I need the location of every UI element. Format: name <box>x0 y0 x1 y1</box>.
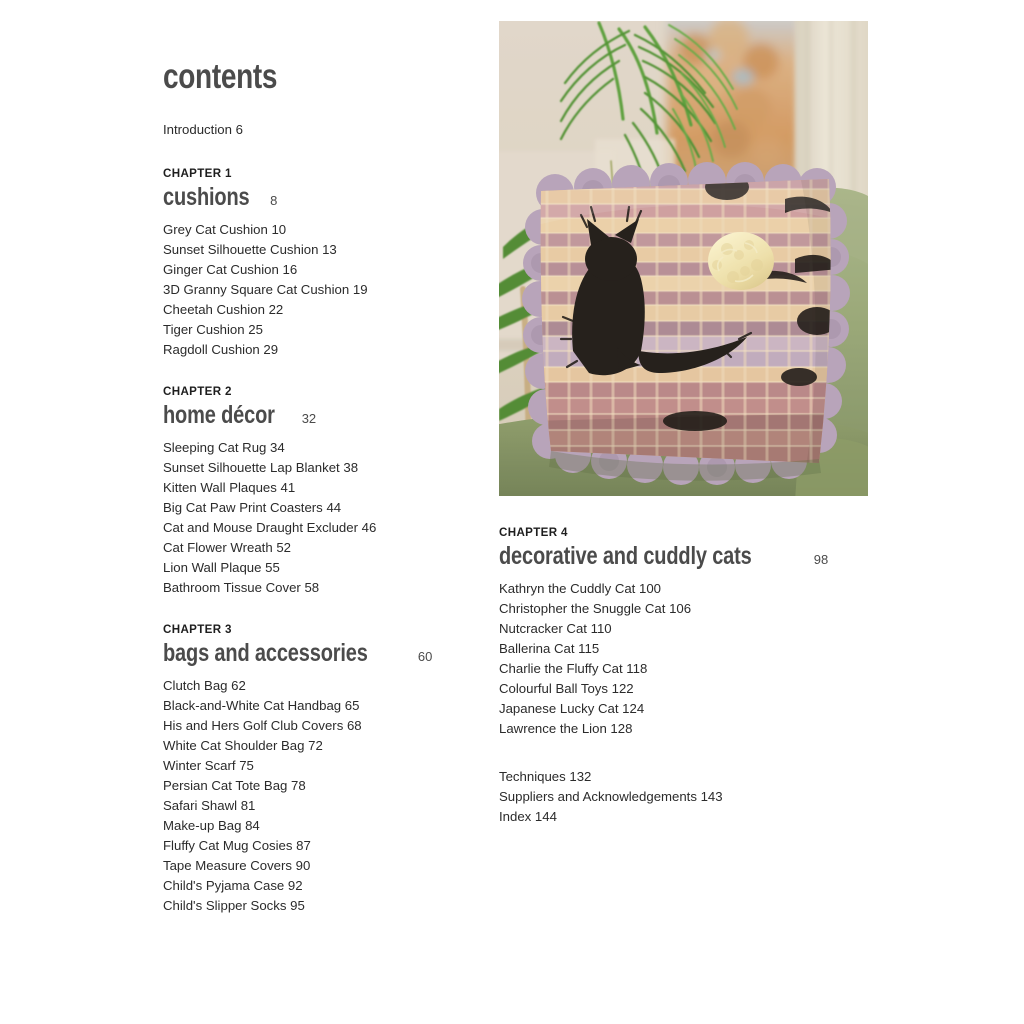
list-item: Sleeping Cat Rug 34 <box>163 440 285 455</box>
list-item: Safari Shawl 81 <box>163 798 256 813</box>
chapter-label-2: CHAPTER 2 <box>163 385 232 398</box>
list-item: Make-up Bag 84 <box>163 818 260 833</box>
list-item: Ginger Cat Cushion 16 <box>163 262 298 277</box>
list-item: Grey Cat Cushion 10 <box>163 222 287 237</box>
chapter-block-3 <box>163 622 473 916</box>
chapter-block-1 <box>163 166 473 360</box>
chapter-heading-3 <box>163 640 473 670</box>
list-item: Nutcracker Cat 110 <box>499 621 612 636</box>
list-item: Bathroom Tissue Cover 58 <box>163 580 320 595</box>
chapter-label-1: CHAPTER 1 <box>163 167 232 180</box>
chapter-page-3: 60 <box>417 649 433 664</box>
chapter-page-4: 98 <box>813 552 829 567</box>
backmatter-list <box>499 767 839 827</box>
entry-list-4 <box>499 579 839 739</box>
list-item: Suppliers and Acknowledgements 143 <box>499 789 723 804</box>
chapter-label-3: CHAPTER 3 <box>163 623 232 636</box>
list-item: Charlie the Fluffy Cat 118 <box>499 661 648 676</box>
list-item: Child's Pyjama Case 92 <box>163 878 303 893</box>
list-item: Lion Wall Plaque 55 <box>163 560 280 575</box>
list-item: His and Hers Golf Club Covers 68 <box>163 718 362 733</box>
list-item: Tape Measure Covers 90 <box>163 858 311 873</box>
chapter-page-1: 8 <box>270 193 278 208</box>
entry-list-3 <box>163 676 473 916</box>
list-item: Child's Slipper Socks 95 <box>163 898 305 913</box>
list-item: Big Cat Paw Print Coasters 44 <box>163 500 342 515</box>
chapter-heading-2 <box>163 402 473 432</box>
chapter-block-2 <box>163 384 473 598</box>
list-item: Techniques 132 <box>499 769 592 784</box>
list-item: Black-and-White Cat Handbag 65 <box>163 698 360 713</box>
chapter-label-4: CHAPTER 4 <box>499 526 568 539</box>
list-item: Cat and Mouse Draught Excluder 46 <box>163 520 377 535</box>
list-item: Sunset Silhouette Cushion 13 <box>163 242 337 257</box>
chapter-title-3: bags and accessories <box>163 639 368 667</box>
list-item: Fluffy Cat Mug Cosies 87 <box>163 838 311 853</box>
list-item: Kitten Wall Plaques 41 <box>163 480 296 495</box>
list-item: Christopher the Snuggle Cat 106 <box>499 601 692 616</box>
chapter-block-4 <box>499 525 839 739</box>
list-item: Index 144 <box>499 809 557 824</box>
entry-list-1 <box>163 220 473 360</box>
list-item: Japanese Lucky Cat 124 <box>499 701 645 716</box>
list-item: Clutch Bag 62 <box>163 678 246 693</box>
chapter-heading-4 <box>499 543 839 573</box>
cushion-photo <box>499 21 868 496</box>
list-item: Cat Flower Wreath 52 <box>163 540 292 555</box>
list-item: Lawrence the Lion 128 <box>499 721 633 736</box>
left-column <box>163 58 473 916</box>
list-item: Winter Scarf 75 <box>163 758 254 773</box>
entry-list-2 <box>163 438 473 598</box>
chapter-title-4: decorative and cuddly cats <box>499 542 752 570</box>
list-item: White Cat Shoulder Bag 72 <box>163 738 323 753</box>
list-item: Sunset Silhouette Lap Blanket 38 <box>163 460 359 475</box>
list-item: Colourful Ball Toys 122 <box>499 681 634 696</box>
list-item: Persian Cat Tote Bag 78 <box>163 778 306 793</box>
chapter-page-2: 32 <box>301 411 317 426</box>
introduction-entry: Introduction 6 <box>163 122 243 137</box>
page-title: contents <box>163 57 278 96</box>
chapter-title-1: cushions <box>163 183 250 211</box>
chapter-title-2: home décor <box>163 401 275 429</box>
list-item: Cheetah Cushion 22 <box>163 302 284 317</box>
list-item: Ballerina Cat 115 <box>499 641 600 656</box>
list-item: Tiger Cushion 25 <box>163 322 263 337</box>
right-column <box>499 525 839 843</box>
photo-illustration <box>499 21 868 496</box>
list-item: 3D Granny Square Cat Cushion 19 <box>163 282 368 297</box>
list-item: Ragdoll Cushion 29 <box>163 342 279 357</box>
list-item: Kathryn the Cuddly Cat 100 <box>499 581 662 596</box>
chapter-heading-1 <box>163 184 473 214</box>
